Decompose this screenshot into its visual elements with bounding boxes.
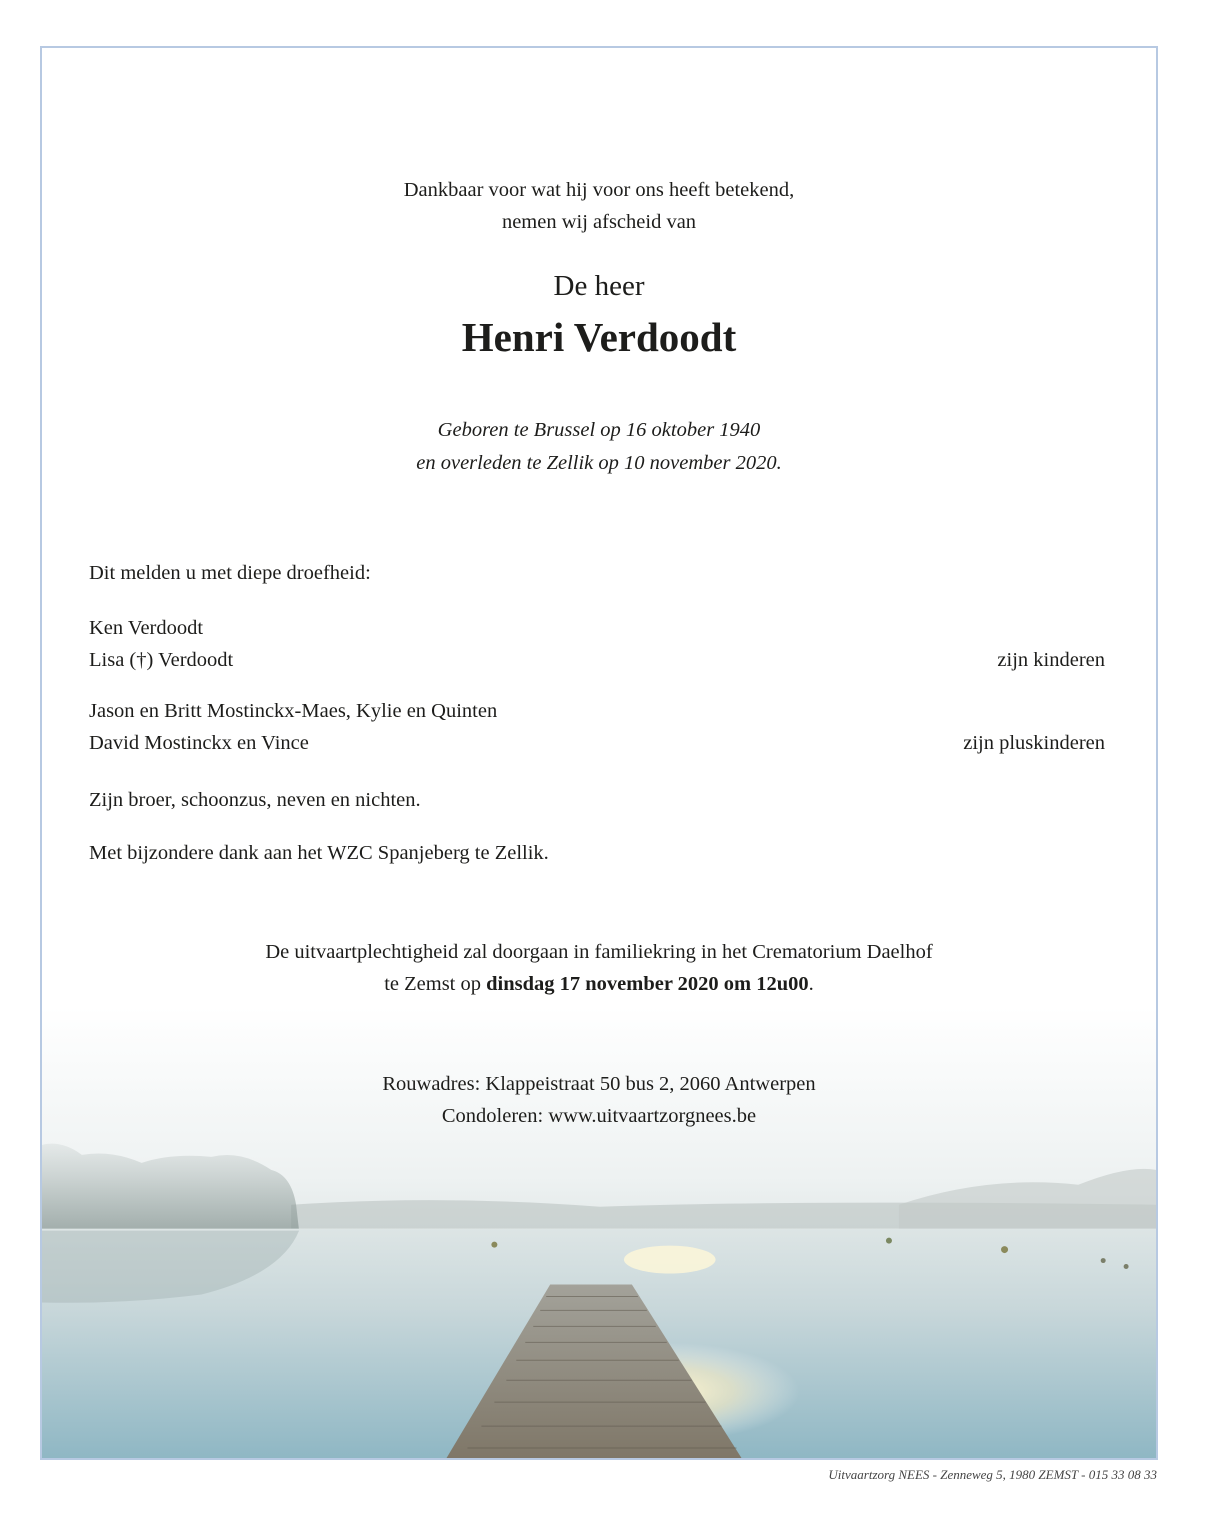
death-line: en overleden te Zellik op 10 november 2020. xyxy=(416,452,782,474)
deceased-name: Henri Verdoodt xyxy=(461,314,737,360)
stepchild-name-1: Jason en Britt Mostinckx-Maes, Kylie en Quinten xyxy=(89,700,498,722)
child-name-1: Ken Verdoodt xyxy=(89,617,204,639)
family-text: Zijn broer, schoonzus, neven en nichten. xyxy=(89,789,421,811)
intro-line-2: nemen wij afscheid van xyxy=(501,211,697,233)
condolence-link[interactable]: Condoleren: www.uitvaartzorgnees.be xyxy=(441,1105,757,1127)
stepchildren-relation: zijn pluskinderen xyxy=(963,732,1105,754)
intro-line-1: Dankbaar voor wat hij voor ons heeft betekend, xyxy=(403,179,795,201)
life-dates xyxy=(42,414,1156,480)
obituary-card xyxy=(40,46,1158,1460)
funeral-place: te Zemst op xyxy=(384,973,487,995)
mourning-address: Rouwadres: Klappeistraat 50 bus 2, 2060 Antwerpen xyxy=(382,1073,816,1095)
funeral-line-2 xyxy=(42,968,1156,1000)
child-name-2: Lisa (†) Verdoodt xyxy=(89,649,234,671)
thanks-text: Met bijzondere dank aan het WZC Spanjeberg te Zellik. xyxy=(89,842,549,864)
funeral-home-footer: Uitvaartzorg NEES - Zenneweg 5, 1980 ZEMST - 015 33 08 33 xyxy=(828,1467,1157,1482)
funeral-info xyxy=(42,936,1156,1000)
funeral-datetime: dinsdag 17 november 2020 om 12u00 xyxy=(486,973,809,995)
birth-line: Geboren te Brussel op 16 oktober 1940 xyxy=(437,419,761,441)
announcement-text: Dit melden u met diepe droefheid: xyxy=(89,562,371,584)
deceased-title: De heer xyxy=(553,270,645,302)
stepchild-name-2: David Mostinckx en Vince xyxy=(89,732,309,754)
funeral-line-1: De uitvaartplechtigheid zal doorgaan in familiekring in het Crematorium Daelhof xyxy=(265,941,933,963)
children-relation: zijn kinderen xyxy=(997,649,1105,671)
funeral-period: . xyxy=(808,973,814,995)
intro-text xyxy=(42,174,1156,238)
contact-info xyxy=(42,1068,1156,1132)
